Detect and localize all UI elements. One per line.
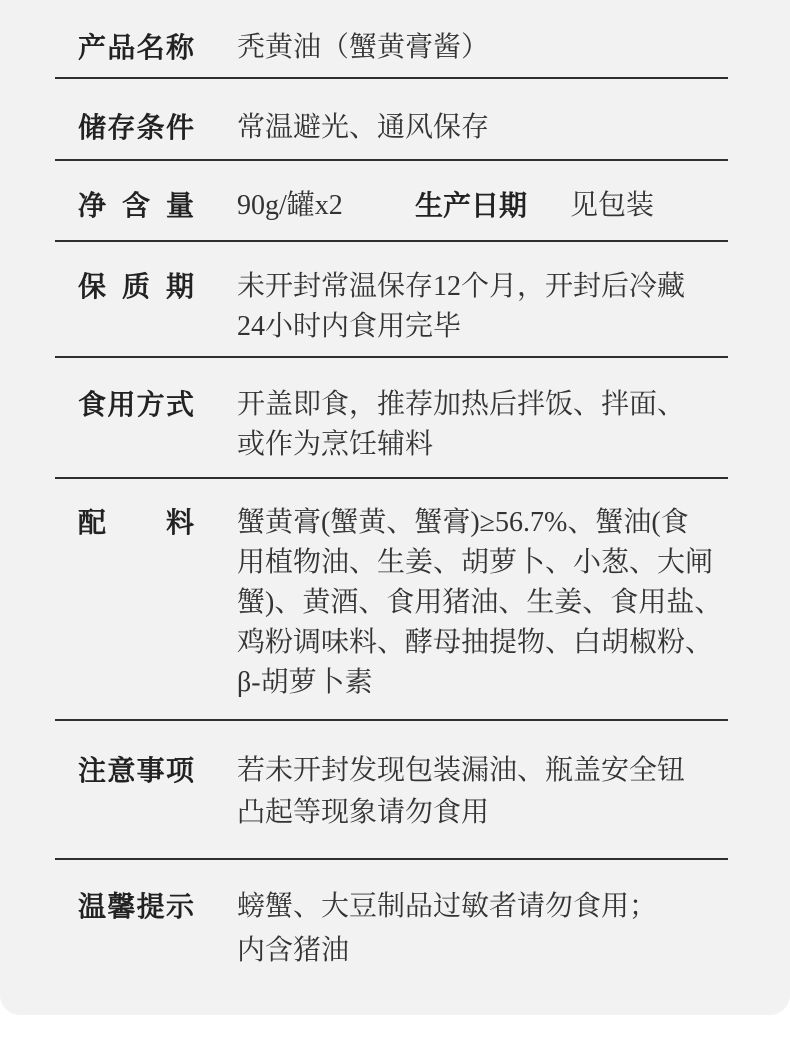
value-line: 蟹)、黄酒、食用猪油、生姜、食用盐、 <box>237 587 723 618</box>
label-precautions: 注意事项 <box>78 754 194 787</box>
value-ingredients <box>237 503 722 703</box>
value-line: 常温避光、通风保存 <box>237 112 490 143</box>
value-line: 若未开封发现包装漏油、瓶盖安全钮 <box>237 755 686 786</box>
row-tips <box>55 860 728 1015</box>
label-production-date: 生产日期 <box>415 189 528 222</box>
value-line: 未开封常温保存12个月，开封后冷藏 <box>237 271 686 302</box>
label-shelf-life: 保 质 期 <box>78 270 194 303</box>
value-line: β-胡萝卜素 <box>237 667 373 698</box>
row-storage <box>55 79 728 161</box>
value-storage <box>237 108 489 148</box>
label-net-content: 净 含 量 <box>78 189 194 222</box>
row-usage <box>55 358 728 479</box>
net-weight-value: 90g/罐x2 <box>237 190 343 221</box>
row-product-name <box>55 0 728 79</box>
row-net-content <box>55 161 728 242</box>
value-line: 或作为烹饪辅料 <box>237 429 434 460</box>
production-date-value: 见包装 <box>570 190 655 221</box>
value-line: 内含猪油 <box>237 935 350 966</box>
value-precautions <box>237 750 685 834</box>
value-shelf-life <box>237 267 685 347</box>
value-line: 螃蟹、大豆制品过敏者请勿食用； <box>237 891 658 922</box>
value-line: 开盖即食，推荐加热后拌饭、拌面、 <box>237 389 686 420</box>
label-tips: 温馨提示 <box>78 890 194 923</box>
row-ingredients <box>55 479 728 721</box>
row-shelf-life <box>55 242 728 358</box>
row-precautions <box>55 721 728 860</box>
value-line: 凸起等现象请勿食用 <box>237 797 490 828</box>
label-usage: 食用方式 <box>78 388 194 421</box>
label-storage: 储存条件 <box>78 111 194 144</box>
label-ingredients: 配 料 <box>78 506 194 539</box>
value-tips <box>237 885 657 973</box>
value-usage <box>237 385 685 465</box>
value-line: 24小时内食用完毕 <box>237 311 462 342</box>
label-product-name: 产品名称 <box>78 31 194 64</box>
value-product-name <box>237 28 489 68</box>
value-line: 用植物油、生姜、胡萝卜、小葱、大闸 <box>237 547 714 578</box>
value-net-content <box>237 186 654 226</box>
value-line: 秃黄油（蟹黄膏酱） <box>237 32 490 63</box>
value-line: 鸡粉调味料、酵母抽提物、白胡椒粉、 <box>237 627 714 658</box>
value-line: 蟹黄膏(蟹黄、蟹膏)≥56.7%、蟹油(食 <box>237 507 689 538</box>
